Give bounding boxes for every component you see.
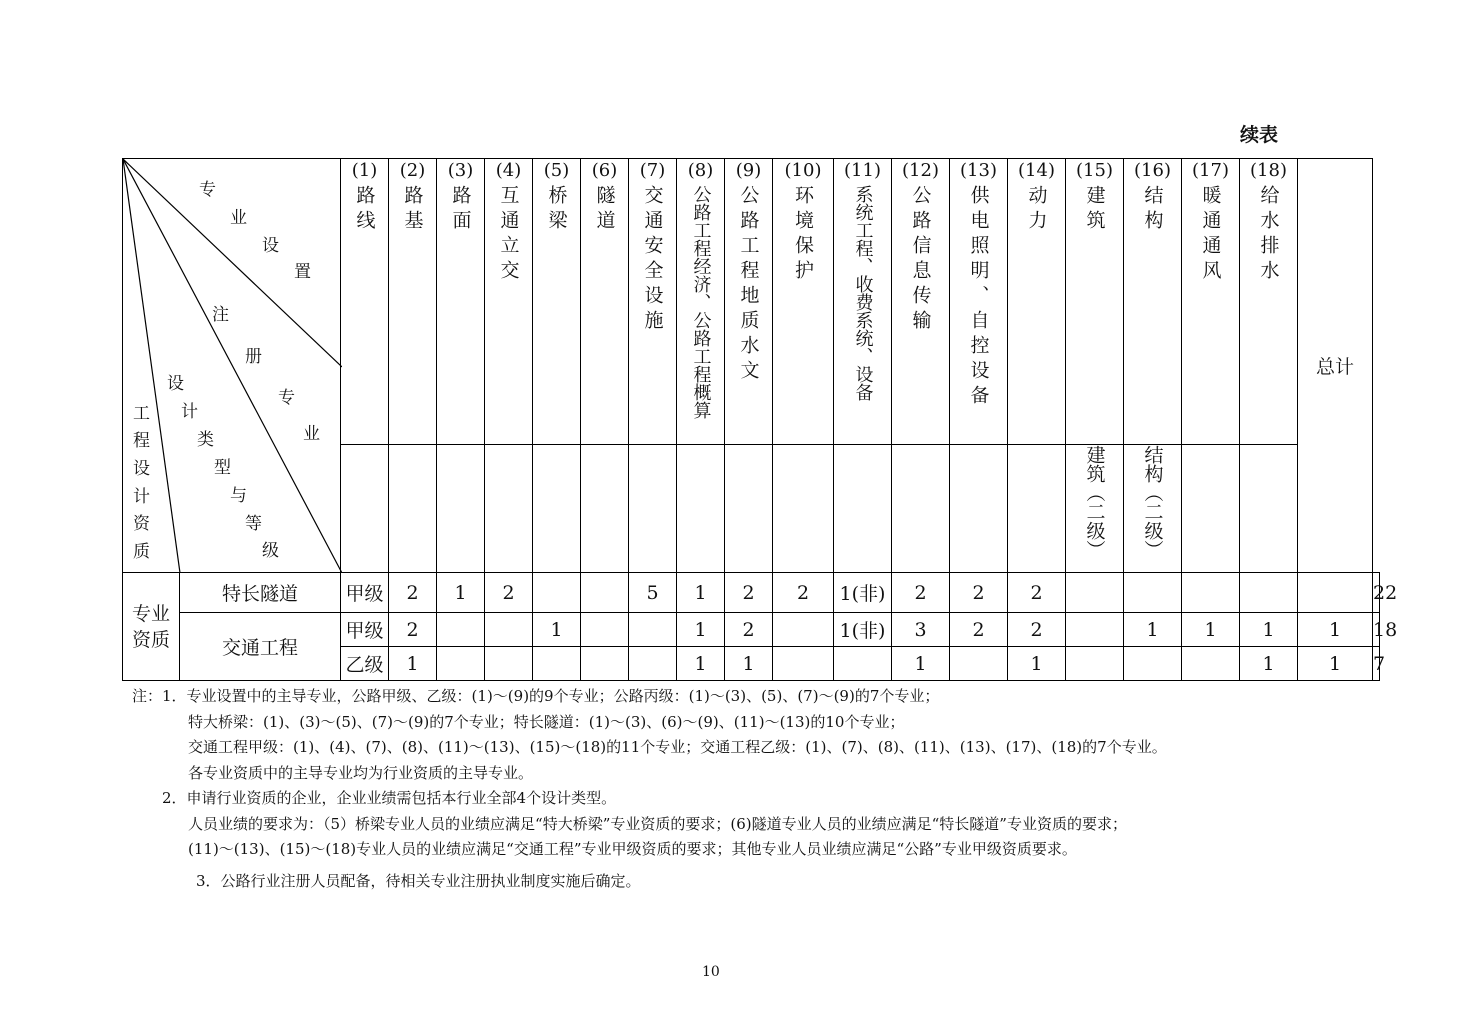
sub-registration-cell [485,445,533,573]
column-number: (12) [902,160,939,181]
sub-registration-cell [341,445,389,573]
column-name: 动力 [1025,185,1048,235]
column-header [677,159,725,445]
sub-registration-cell [1240,445,1298,573]
value-cell: 1 [389,647,437,681]
corner-char: 型 [214,458,231,478]
total-cell: 22 [1373,573,1380,613]
column-name: 路基 [401,185,424,235]
continued-title: 续表 [1240,124,1279,146]
column-name: 路面 [449,185,472,235]
value-cell [581,573,629,613]
column-name: 暖通通风 [1199,185,1222,285]
total-cell: 18 [1373,613,1380,647]
note-line: 交通工程甲级：(1)、(4)、(7)、(8)、(11)～(13)、(15)～(18)的11个专业；交通工程乙级：(1)、(7)、(8)、(11)、(13)、(17)、(18)的7个专业。 [188,738,1167,756]
sub-registration-cell [677,445,725,573]
value-cell [1066,573,1124,613]
column-header [950,159,1008,445]
column-name: 公路工程经济、公路工程概算 [690,185,712,419]
sub-registration-cell [1124,445,1182,573]
value-cell [773,647,834,681]
value-cell [1066,613,1124,647]
column-number: (5) [543,160,570,181]
value-cell [1240,573,1298,613]
corner-char: 设 [133,459,150,479]
column-header [834,159,892,445]
sub-registration-structure: 结构（二级） [1141,445,1164,559]
column-header [773,159,834,445]
column-header [533,159,581,445]
corner-char: 计 [133,487,150,507]
value-cell: 1 [677,573,725,613]
sub-registration-cell [725,445,773,573]
value-cell: 5 [629,573,677,613]
value-cell: 1 [725,647,773,681]
value-cell [1124,647,1182,681]
column-number: (13) [960,160,997,181]
value-cell: 2 [725,573,773,613]
corner-char: 设 [262,236,279,256]
value-cell [1066,647,1124,681]
sub-registration-cell [950,445,1008,573]
column-number: (7) [639,160,666,181]
value-cell: 1 [1298,647,1373,681]
column-header [437,159,485,445]
column-header [1240,159,1298,445]
column-number: (18) [1250,160,1287,181]
value-cell: 2 [485,573,533,613]
corner-char: 类 [197,430,214,450]
corner-char: 与 [230,486,247,506]
value-cell [437,647,485,681]
column-number: (14) [1018,160,1055,181]
category-label: 专业资质 [123,573,180,681]
value-cell [1182,647,1240,681]
sub-registration-architecture: 建筑（二级） [1083,445,1106,559]
corner-char: 册 [245,347,262,367]
column-name: 环境保护 [792,185,815,285]
value-cell: 1 [677,613,725,647]
column-header [485,159,533,445]
corner-header [123,159,341,573]
corner-char: 质 [133,542,150,562]
column-header [629,159,677,445]
column-number: (8) [687,160,714,181]
value-cell: 3 [892,613,950,647]
column-number: (2) [399,160,426,181]
qualification-table [122,158,1398,681]
value-cell: 1 [892,647,950,681]
column-number: (1) [351,160,378,181]
value-cell [485,613,533,647]
value-cell [950,647,1008,681]
note-line: 特大桥梁：(1)、(3)～(5)、(7)～(9)的7个专业；特长隧道：(1)～(3)、(6)～(9)、(11)～(13)的10个专业； [188,712,905,731]
table-row [123,613,1380,647]
value-cell: 1 [437,573,485,613]
value-cell: 2 [1008,573,1066,613]
value-cell: 1 [1298,613,1373,647]
value-cell: 1 [1182,613,1240,647]
column-name: 结构 [1141,185,1164,235]
notes [132,684,1167,894]
column-header [725,159,773,445]
column-header [389,159,437,445]
note-line: (11)～(13)、(15)～(18)专业人员的业绩应满足“交通工程”专业甲级资质的要求；其他专业人员业绩应满足“公路”专业甲级资质要求。 [188,840,1077,858]
value-cell: 2 [389,573,437,613]
column-number: (10) [784,160,822,181]
column-name: 桥梁 [545,185,568,235]
total-cell: 7 [1373,647,1380,681]
corner-char: 计 [181,402,198,422]
note-line: 2．申请行业资质的企业，企业业绩需包括本行业全部4个设计类型。 [162,789,617,807]
corner-char: 等 [245,514,262,534]
note-line: 人员业绩的要求为：（5）桥梁专业人员的业绩应满足“特大桥梁”专业资质的要求；(6)隧道专业人员的业绩应满足“特长隧道”专业资质的要求； [188,814,1127,833]
sub-registration-cell [1008,445,1066,573]
value-cell: 2 [950,573,1008,613]
value-cell: 1 [1240,647,1298,681]
column-name: 公路信息传输 [909,185,932,335]
sub-registration-cell [834,445,892,573]
corner-char: 置 [294,262,311,282]
column-number: (3) [447,160,474,181]
corner-char: 设 [167,374,184,394]
sub-registration-cell [1066,445,1124,573]
corner-char: 专 [278,388,295,408]
design-type: 特长隧道 [180,573,341,613]
sub-registration-cell [533,445,581,573]
column-number: (6) [591,160,618,181]
value-cell: 2 [950,613,1008,647]
column-name: 给水排水 [1257,185,1280,285]
note-line: 3．公路行业注册人员配备，待相关专业注册执业制度实施后确定。 [196,871,641,890]
value-cell [1182,573,1240,613]
grade: 乙级 [341,647,389,681]
corner-char: 专 [199,180,216,200]
value-cell: 1(非) [834,573,892,613]
value-cell [834,647,892,681]
corner-char: 业 [303,424,320,444]
column-header [1008,159,1066,445]
column-number: (9) [735,160,762,181]
value-cell [773,613,834,647]
corner-char: 程 [133,431,150,451]
column-name: 供电照明、自控设备 [967,185,990,410]
value-cell [1124,573,1182,613]
value-cell [629,613,677,647]
corner-char: 注 [212,305,229,325]
value-cell: 1 [1124,613,1182,647]
column-number: (17) [1192,160,1229,181]
corner-char: 业 [230,208,247,228]
corner-char: 资 [133,514,150,534]
column-number: (15) [1076,160,1113,181]
value-cell [485,647,533,681]
column-header [1182,159,1240,445]
value-cell [1298,573,1373,613]
page-number: 10 [702,964,720,980]
value-cell: 2 [389,613,437,647]
column-name: 公路工程地质水文 [737,185,760,385]
column-header [341,159,389,445]
column-name: 隧道 [593,185,616,235]
sub-registration-cell [389,445,437,573]
column-name: 建筑 [1083,185,1106,235]
note-line: 各专业资质中的主导专业均为行业资质的主导专业。 [188,763,534,782]
value-cell [533,573,581,613]
value-cell [437,613,485,647]
sub-registration-cell [437,445,485,573]
corner-char: 级 [262,541,279,561]
column-number: (11) [844,160,881,181]
value-cell [581,647,629,681]
table-row [123,573,1380,613]
column-name: 路线 [353,185,376,235]
value-cell [629,647,677,681]
value-cell: 1 [1240,613,1298,647]
value-cell: 1 [1008,647,1066,681]
column-name: 系统工程、收费系统、设备 [852,185,874,401]
grade: 甲级 [341,613,389,647]
value-cell [533,647,581,681]
grade: 甲级 [341,573,389,613]
column-name: 互通立交 [497,185,520,285]
sub-registration-cell [892,445,950,573]
sub-registration-cell [1182,445,1240,573]
value-cell: 2 [1008,613,1066,647]
sub-registration-cell [581,445,629,573]
note-line: 注：1．专业设置中的主导专业，公路甲级、乙级：(1)～(9)的9个专业；公路丙级：(1)～(3)、(5)、(7)～(9)的7个专业； [132,687,940,705]
column-header [892,159,950,445]
column-header [1066,159,1124,445]
column-number: (4) [495,160,522,181]
sub-registration-cell [629,445,677,573]
column-header [1124,159,1182,445]
value-cell [581,613,629,647]
column-name: 交通安全设施 [641,185,664,335]
value-cell: 2 [725,613,773,647]
corner-char: 工 [133,404,150,424]
sub-registration-cell [773,445,834,573]
value-cell: 2 [773,573,834,613]
design-type: 交通工程 [180,613,341,681]
total-header: 总计 [1298,159,1373,573]
value-cell: 2 [892,573,950,613]
column-number: (16) [1134,160,1171,181]
value-cell: 1(非) [834,613,892,647]
value-cell: 1 [533,613,581,647]
value-cell: 1 [677,647,725,681]
column-header [581,159,629,445]
